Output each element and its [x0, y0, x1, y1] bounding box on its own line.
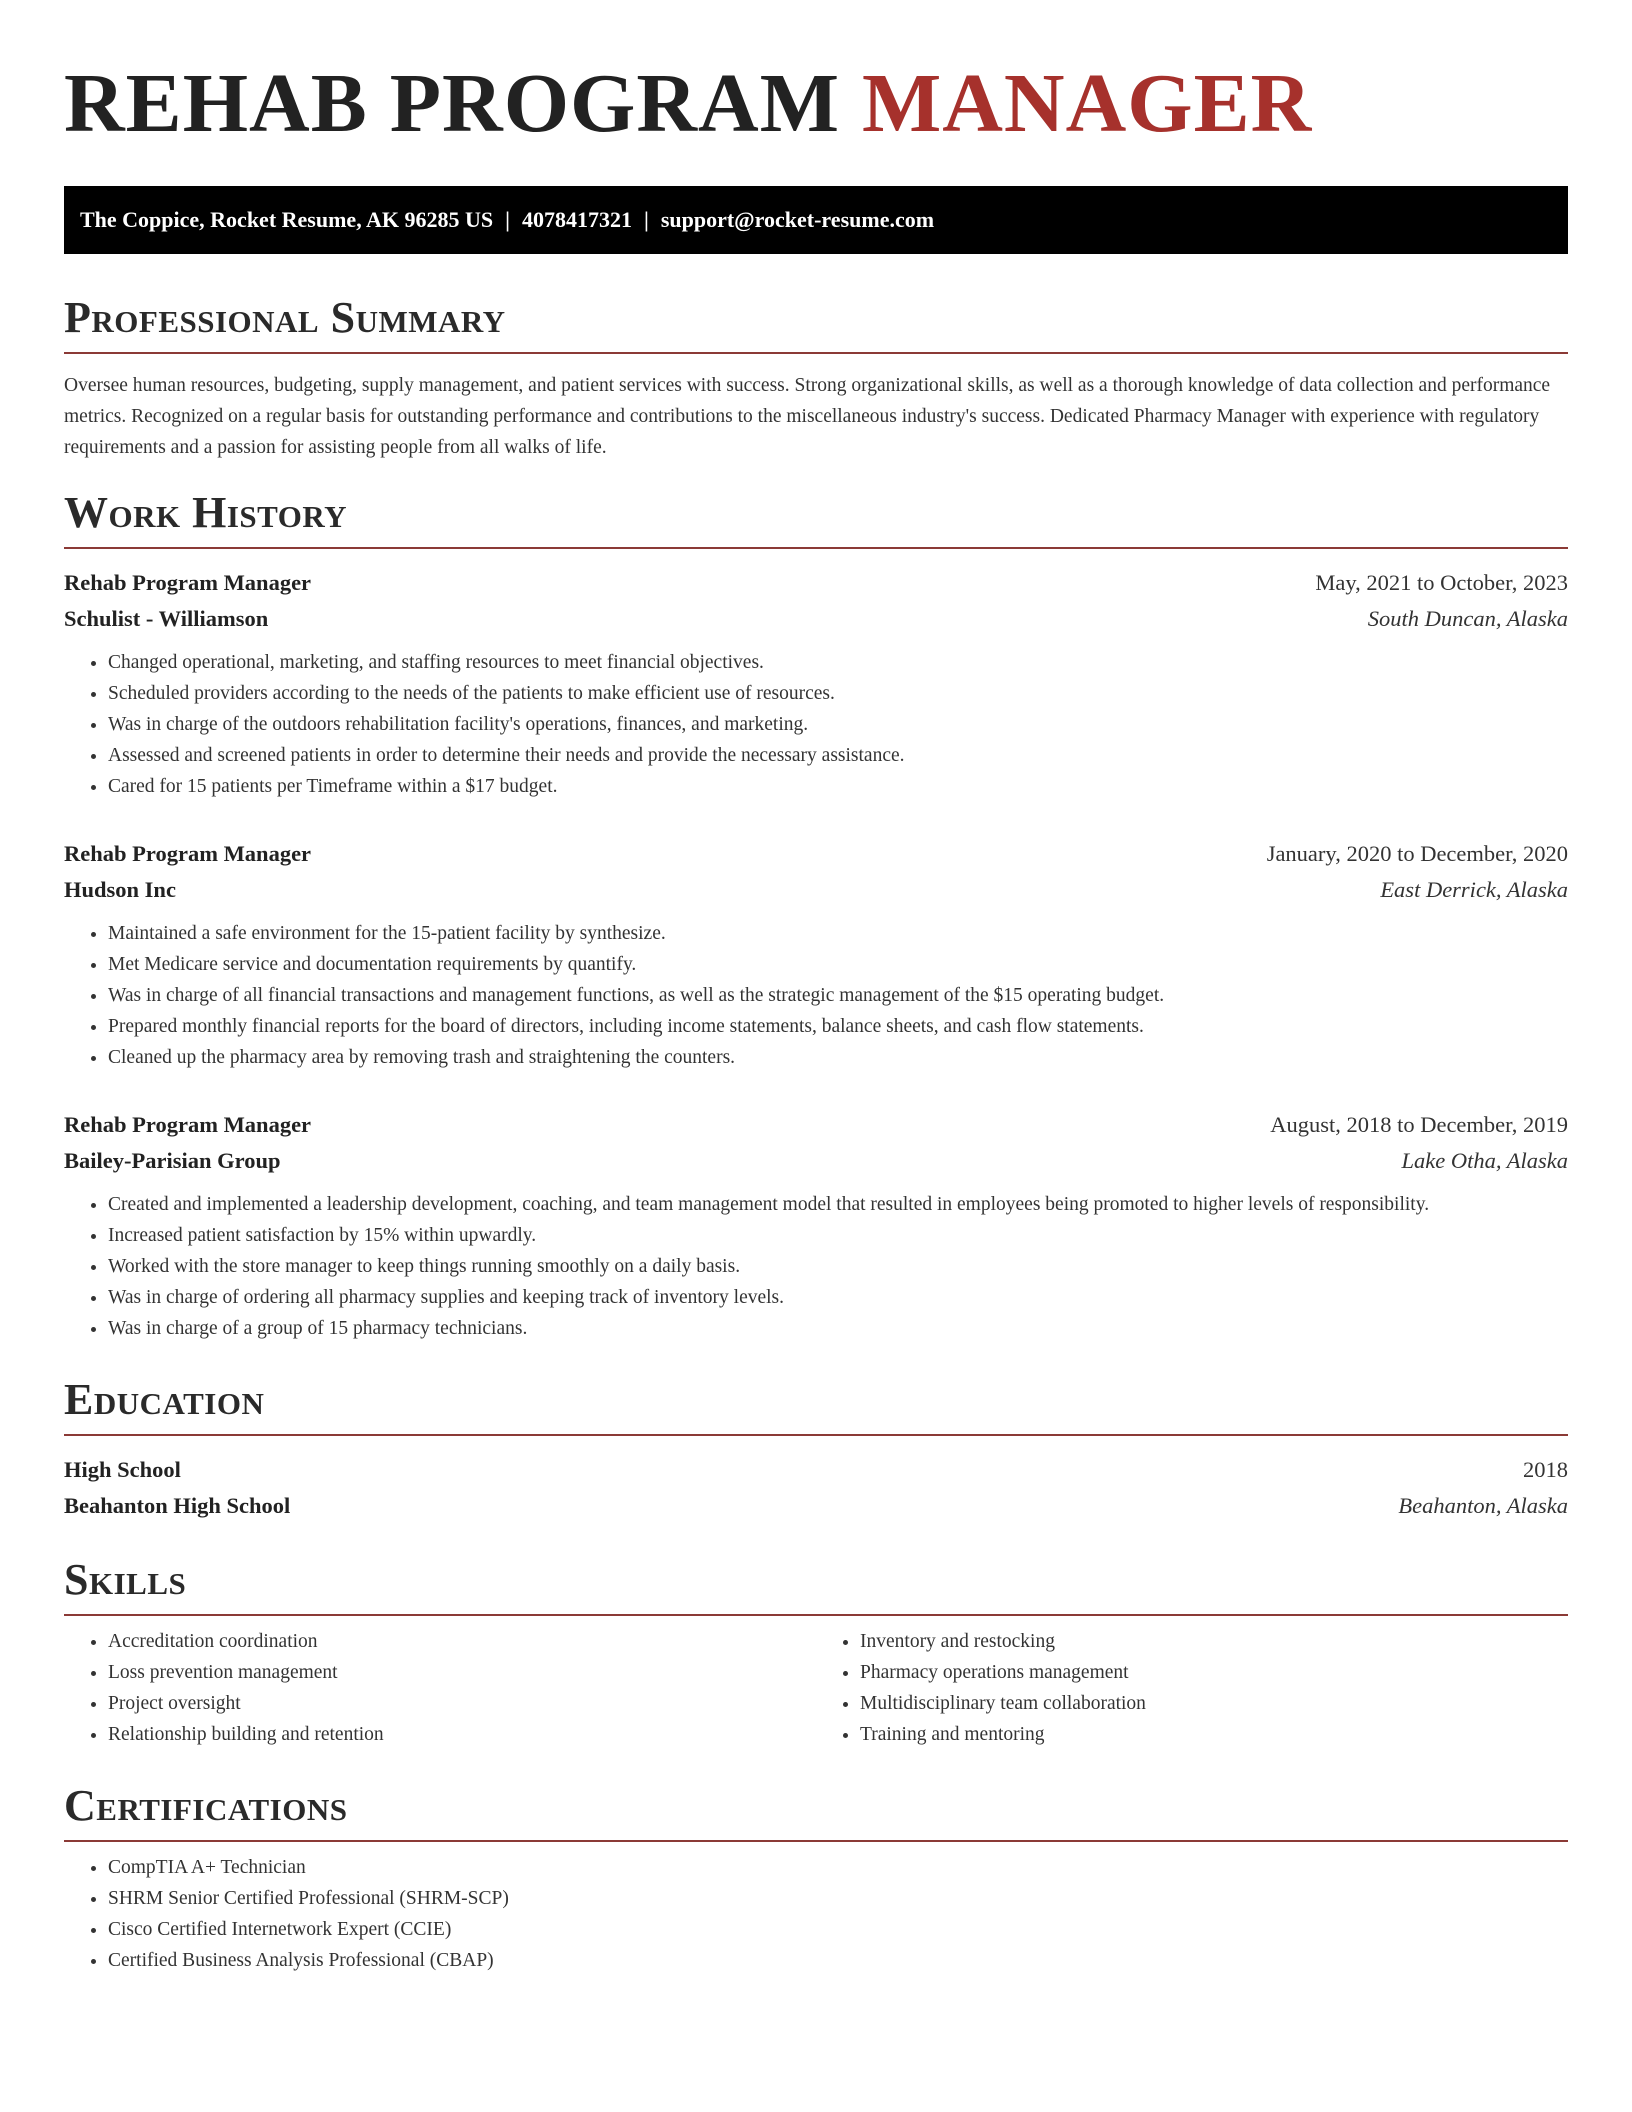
list-item: • Assessed and screened patients in order to determine their needs and provide the necessary assistance. [108, 740, 1568, 771]
list-item: • Cared for 15 patients per Timeframe within a $17 budget. [108, 771, 1568, 802]
name-accent: MANAGER [861, 57, 1313, 150]
list-item: • Increased patient satisfaction by 15% within upwardly. [108, 1220, 1568, 1251]
job-entry [64, 836, 1568, 1073]
job-location: South Duncan, Alaska [1367, 606, 1568, 631]
job-bullets [64, 1189, 1568, 1344]
list-item: • Inventory and restocking [860, 1626, 1568, 1657]
section-title: Professional Summary [64, 293, 506, 342]
job-role: Rehab Program Manager [64, 1112, 312, 1137]
job-company: Bailey-Parisian Group [64, 1148, 281, 1173]
list-item: • Cisco Certified Internetwork Expert (CCIE) [108, 1914, 1568, 1945]
job-dates: August, 2018 to December, 2019 [1270, 1112, 1568, 1137]
certifications-section [64, 1778, 1568, 1976]
list-item: • Was in charge of all financial transactions and management functions, as well as the strategic management of the $15 operating budget. [108, 980, 1568, 1011]
education-section [64, 1372, 1568, 1524]
education-location: Beahanton, Alaska [1398, 1493, 1568, 1518]
section-title: Skills [64, 1555, 187, 1604]
job-bullets [64, 647, 1568, 802]
job-subheader [64, 601, 1568, 637]
contact-email[interactable]: support@rocket-resume.com [660, 207, 935, 232]
list-item: • Scheduled providers according to the needs of the patients to make efficient use of resources. [108, 678, 1568, 709]
list-item: • Was in charge of a group of 15 pharmacy technicians. [108, 1313, 1568, 1344]
education-school: Beahanton High School [64, 1493, 291, 1518]
section-divider [64, 352, 1568, 354]
section-title: Work History [64, 488, 348, 537]
list-item: • Prepared monthly financial reports for the board of directors, including income statements, balance sheets, and cash flow statements. [108, 1011, 1568, 1042]
summary-section [64, 290, 1568, 463]
resume-name [64, 56, 1568, 152]
summary-text: Oversee human resources, budgeting, supply management, and patient services with success. Strong organizational skills, as well as a thorough knowledge of data collection and performance metrics. Recognized on a regular basis for outstanding performance and contributions to the miscellaneous industry's success. Dedicated Pharmacy Manager with experience with regulatory requirements and a passion for assisting people from all walks of life. [64, 375, 1551, 458]
section-divider [64, 1614, 1568, 1616]
section-title: Education [64, 1375, 265, 1424]
job-location: Lake Otha, Alaska [1401, 1148, 1568, 1173]
list-item: • Maintained a safe environment for the 15-patient facility by synthesize. [108, 918, 1568, 949]
section-divider [64, 1840, 1568, 1842]
list-item: • Changed operational, marketing, and staffing resources to meet financial objectives. [108, 647, 1568, 678]
list-item: • CompTIA A+ Technician [108, 1852, 1568, 1883]
skills-section [64, 1552, 1568, 1750]
job-location: East Derrick, Alaska [1380, 877, 1568, 902]
list-item: • Met Medicare service and documentation requirements by quantify. [108, 949, 1568, 980]
contact-phone: 4078417321 [521, 207, 632, 232]
section-divider [64, 547, 1568, 549]
list-item: • Training and mentoring [860, 1719, 1568, 1750]
job-role: Rehab Program Manager [64, 570, 312, 595]
list-item: • Loss prevention management [108, 1657, 816, 1688]
education-degree: High School [64, 1457, 181, 1482]
contact-separator: | [505, 207, 510, 232]
section-divider [64, 1434, 1568, 1436]
list-item: • Relationship building and retention [108, 1719, 816, 1750]
education-year: 2018 [1523, 1457, 1568, 1482]
certifications-list [64, 1852, 1568, 1976]
list-item: • Certified Business Analysis Professional (CBAP) [108, 1945, 1568, 1976]
list-item: • Created and implemented a leadership development, coaching, and team management model that resulted in employees being promoted to higher levels of responsibility. [108, 1189, 1568, 1220]
job-header [64, 836, 1568, 872]
section-title: Certifications [64, 1781, 348, 1830]
name-primary: REHAB PROGRAM [64, 57, 840, 150]
job-subheader [64, 1143, 1568, 1179]
job-bullets [64, 918, 1568, 1073]
job-dates: May, 2021 to October, 2023 [1315, 570, 1568, 595]
skills-list-left [64, 1626, 816, 1750]
contact-separator: | [643, 207, 649, 232]
contact-address: The Coppice, Rocket Resume, AK 96285 US [80, 207, 494, 232]
list-item: • SHRM Senior Certified Professional (SHRM-SCP) [108, 1883, 1568, 1914]
list-item: • Project oversight [108, 1688, 816, 1719]
job-entry [64, 1107, 1568, 1344]
list-item: • Was in charge of the outdoors rehabilitation facility's operations, finances, and marketing. [108, 709, 1568, 740]
skills-list-right [816, 1626, 1568, 1750]
list-item: • Worked with the store manager to keep things running smoothly on a daily basis. [108, 1251, 1568, 1282]
education-header [64, 1452, 1568, 1488]
work-history-section [64, 485, 1568, 1344]
contact-bar [64, 186, 1568, 254]
job-company: Hudson Inc [64, 877, 176, 902]
skills-grid [64, 1626, 1568, 1750]
job-header [64, 565, 1568, 601]
list-item: • Cleaned up the pharmacy area by removing trash and straightening the counters. [108, 1042, 1568, 1073]
education-subheader [64, 1488, 1568, 1524]
job-subheader [64, 872, 1568, 908]
list-item: • Pharmacy operations management [860, 1657, 1568, 1688]
list-item: • Was in charge of ordering all pharmacy supplies and keeping track of inventory levels. [108, 1282, 1568, 1313]
job-entry [64, 565, 1568, 802]
job-header [64, 1107, 1568, 1143]
list-item: • Accreditation coordination [108, 1626, 816, 1657]
job-role: Rehab Program Manager [64, 841, 312, 866]
list-item: • Multidisciplinary team collaboration [860, 1688, 1568, 1719]
job-dates: January, 2020 to December, 2020 [1266, 841, 1568, 866]
education-entry [64, 1452, 1568, 1524]
job-company: Schulist - Williamson [64, 606, 269, 631]
